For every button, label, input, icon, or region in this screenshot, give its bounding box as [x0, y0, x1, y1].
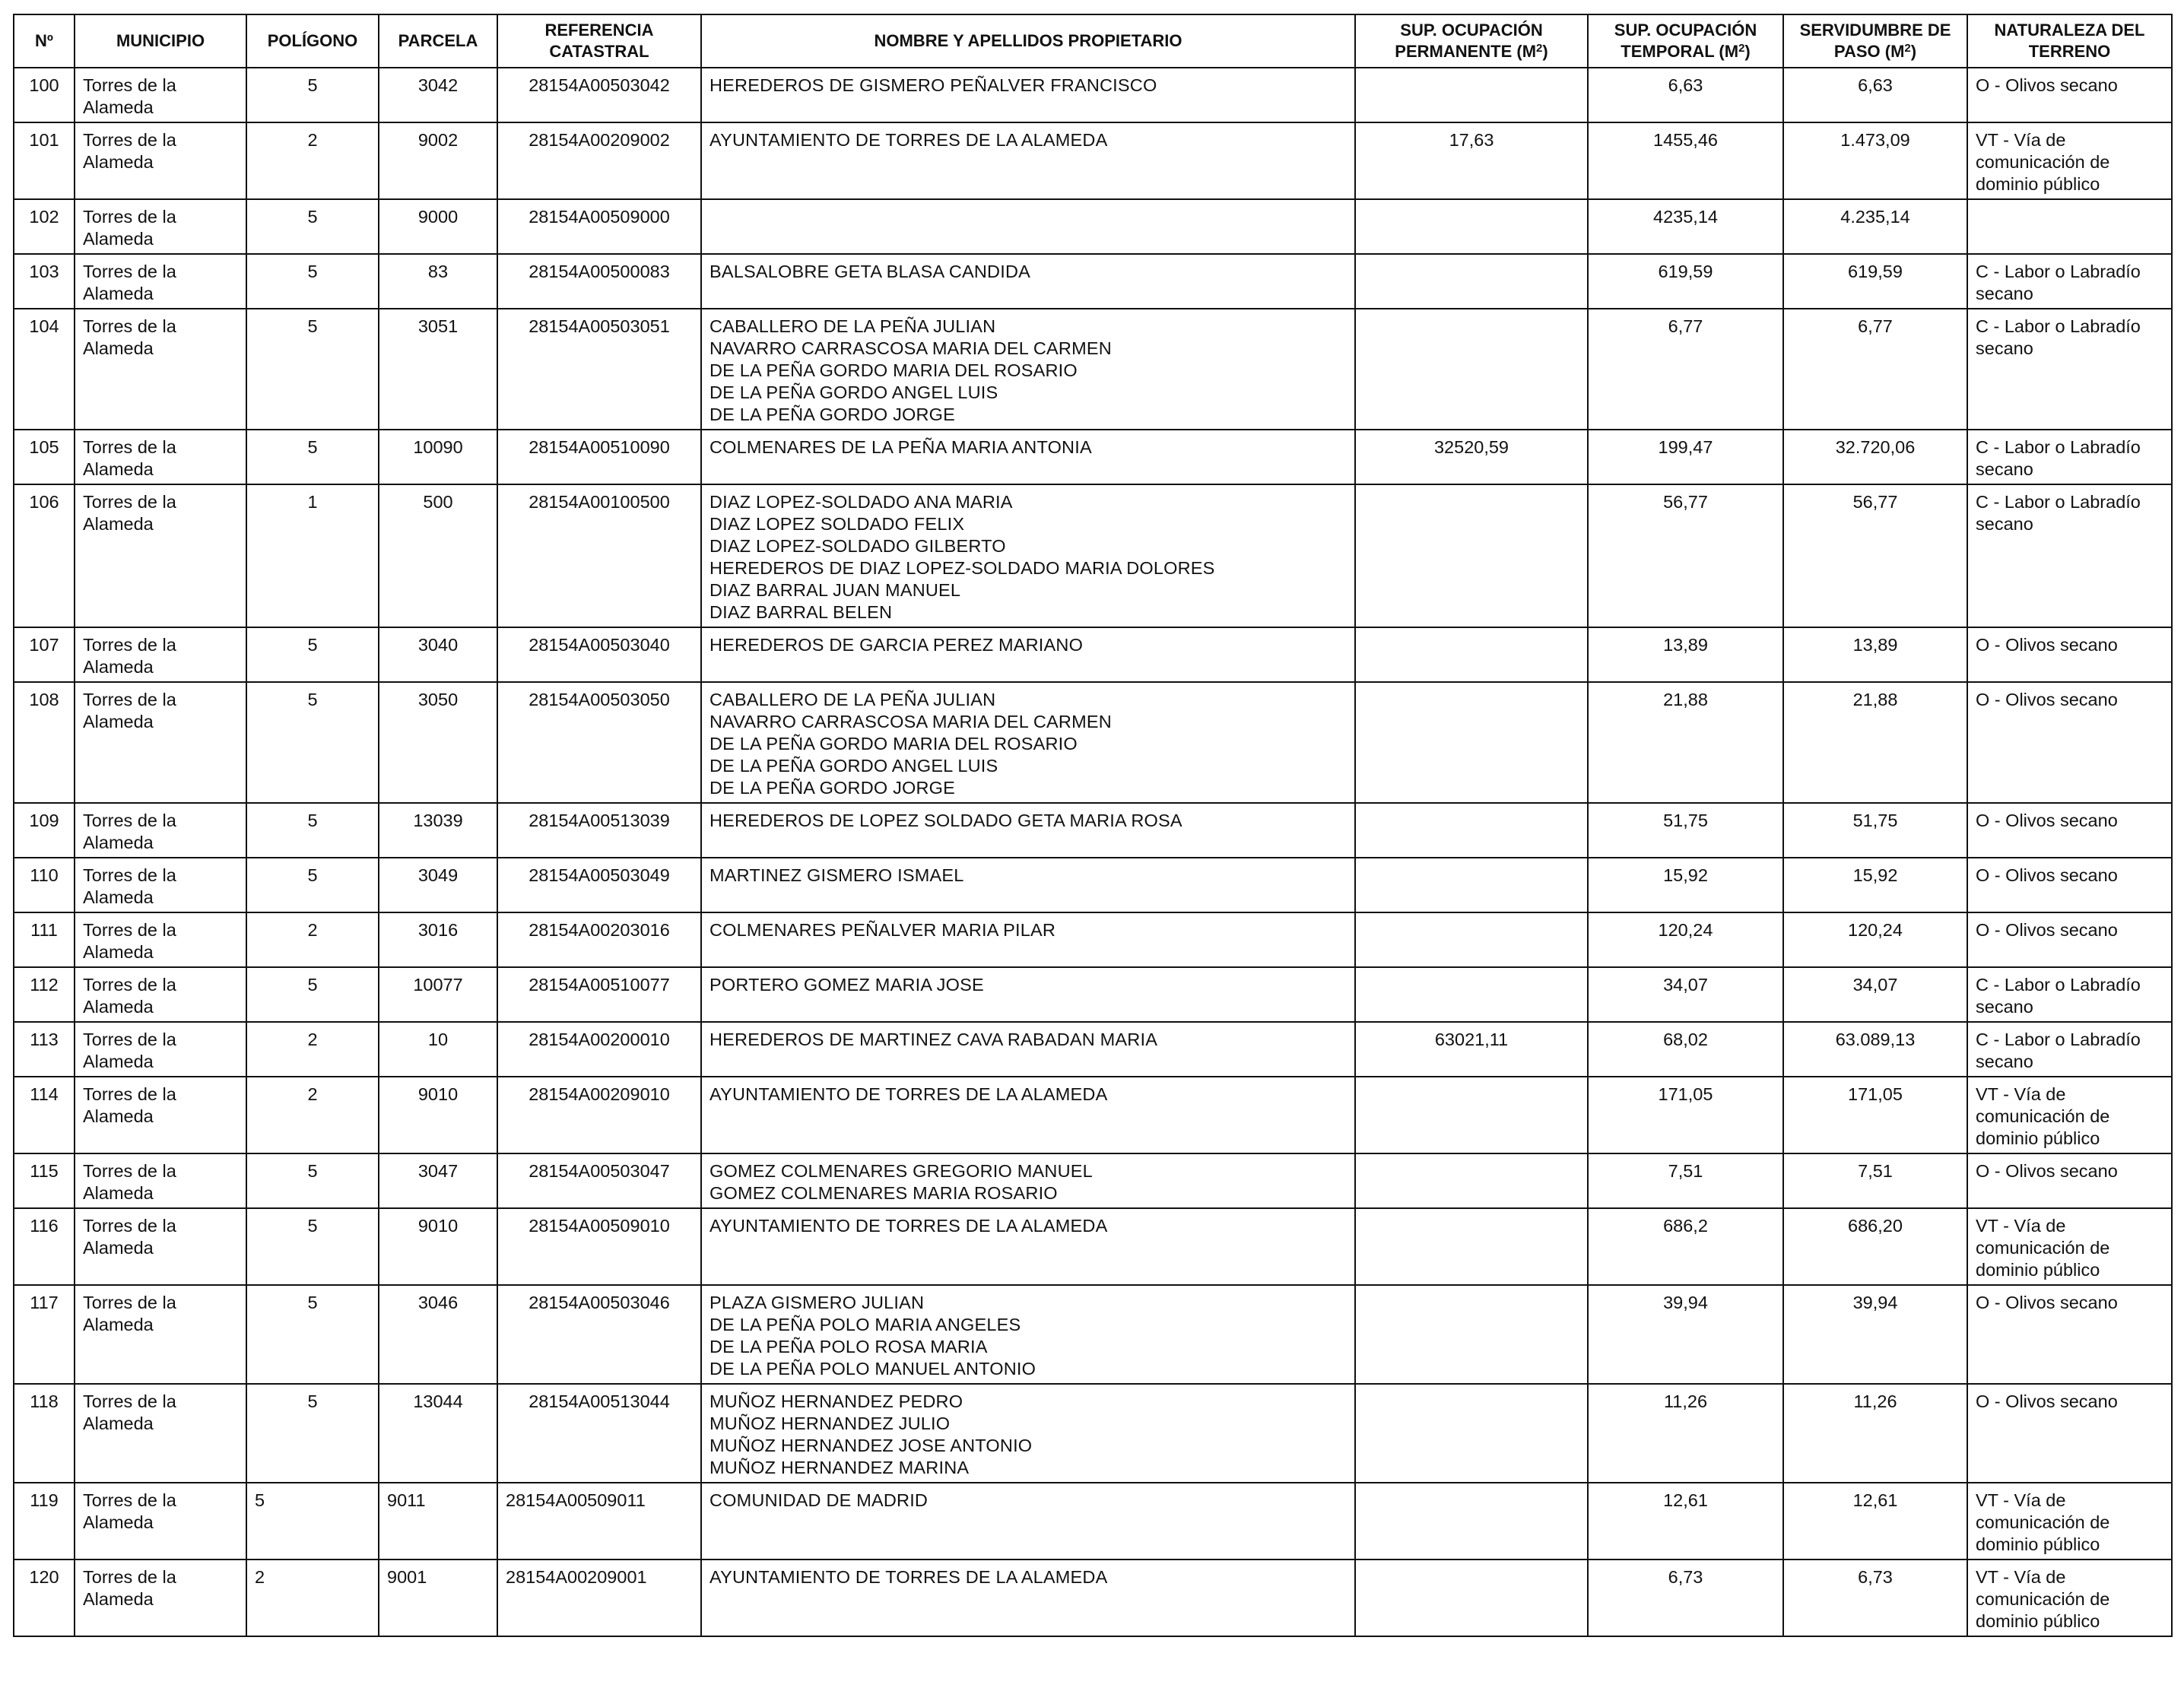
- cell-servidumbre: 7,51: [1783, 1153, 1967, 1208]
- cell-parcela: 13044: [379, 1384, 497, 1483]
- cell-poligono: 1: [246, 484, 379, 627]
- cell-servidumbre: 4.235,14: [1783, 199, 1967, 254]
- cell-municipio: Torres de la Alameda: [75, 1077, 246, 1153]
- cell-referencia: 28154A00509010: [497, 1208, 701, 1285]
- cell-sup-temporal: 619,59: [1588, 254, 1783, 309]
- cell-poligono: 5: [246, 1483, 379, 1559]
- cell-sup-temporal: 6,73: [1588, 1559, 1783, 1636]
- table-row: [14, 309, 2172, 430]
- cell-municipio: Torres de la Alameda: [75, 122, 246, 199]
- cell-parcela: 9001: [379, 1559, 497, 1636]
- cell-no: 103: [14, 254, 75, 309]
- parcel-table: [13, 14, 2173, 1637]
- cell-no: 102: [14, 199, 75, 254]
- cell-no: 120: [14, 1559, 75, 1636]
- header-sup-temporal-label: SUP. OCUPACIÓN TEMPORAL (M: [1614, 21, 1757, 61]
- cell-sup-temporal: 6,77: [1588, 309, 1783, 430]
- table-row: [14, 803, 2172, 858]
- cell-municipio: Torres de la Alameda: [75, 484, 246, 627]
- cell-referencia: 28154A00513044: [497, 1384, 701, 1483]
- cell-parcela: 3042: [379, 68, 497, 122]
- cell-parcela: 83: [379, 254, 497, 309]
- table-row: [14, 1022, 2172, 1077]
- table-header: [14, 14, 2172, 68]
- header-referencia-label: REFERENCIA CATASTRAL: [544, 21, 654, 61]
- header-sup-temporal: [1588, 14, 1783, 68]
- table-row: [14, 627, 2172, 682]
- cell-sup-permanente: [1355, 199, 1588, 254]
- cell-referencia: 28154A00503040: [497, 627, 701, 682]
- cell-sup-permanente: [1355, 967, 1588, 1022]
- cell-no: 109: [14, 803, 75, 858]
- table-row: [14, 122, 2172, 199]
- cell-naturaleza: VT - Vía de comunicación de dominio público: [1967, 1077, 2172, 1153]
- cell-servidumbre: 6,77: [1783, 309, 1967, 430]
- cell-poligono: 5: [246, 967, 379, 1022]
- cell-propietario: COLMENARES DE LA PEÑA MARIA ANTONIA: [701, 430, 1355, 484]
- cell-servidumbre: 619,59: [1783, 254, 1967, 309]
- cell-parcela: 9011: [379, 1483, 497, 1559]
- table-row: [14, 199, 2172, 254]
- cell-naturaleza: C - Labor o Labradío secano: [1967, 254, 2172, 309]
- table-row: [14, 1483, 2172, 1559]
- cell-poligono: 5: [246, 1384, 379, 1483]
- cell-sup-temporal: 51,75: [1588, 803, 1783, 858]
- cell-municipio: Torres de la Alameda: [75, 803, 246, 858]
- cell-sup-temporal: 11,26: [1588, 1384, 1783, 1483]
- cell-parcela: 3051: [379, 309, 497, 430]
- cell-propietario: COMUNIDAD DE MADRID: [701, 1483, 1355, 1559]
- cell-no: 112: [14, 967, 75, 1022]
- cell-municipio: Torres de la Alameda: [75, 199, 246, 254]
- cell-naturaleza: O - Olivos secano: [1967, 912, 2172, 967]
- cell-sup-temporal: 171,05: [1588, 1077, 1783, 1153]
- cell-propietario: DIAZ LOPEZ-SOLDADO ANA MARIA DIAZ LOPEZ SOLDADO FELIX DIAZ LOPEZ-SOLDADO GILBERTO HEREDEROS DE DIAZ LOPEZ-SOLDADO MARIA DOLORES DIAZ BARRAL JUAN MANUEL DIAZ BARRAL BELEN: [701, 484, 1355, 627]
- cell-sup-temporal: 34,07: [1588, 967, 1783, 1022]
- cell-servidumbre: 6,63: [1783, 68, 1967, 122]
- cell-sup-temporal: 13,89: [1588, 627, 1783, 682]
- cell-servidumbre: 15,92: [1783, 858, 1967, 912]
- cell-propietario: AYUNTAMIENTO DE TORRES DE LA ALAMEDA: [701, 1077, 1355, 1153]
- cell-naturaleza: VT - Vía de comunicación de dominio público: [1967, 122, 2172, 199]
- table-row: [14, 484, 2172, 627]
- unit-superscript: 2: [1904, 42, 1911, 55]
- cell-no: 100: [14, 68, 75, 122]
- cell-municipio: Torres de la Alameda: [75, 1208, 246, 1285]
- cell-parcela: 3049: [379, 858, 497, 912]
- cell-municipio: Torres de la Alameda: [75, 1384, 246, 1483]
- cell-poligono: 2: [246, 122, 379, 199]
- cell-sup-permanente: 32520,59: [1355, 430, 1588, 484]
- cell-servidumbre: 39,94: [1783, 1285, 1967, 1384]
- cell-parcela: 9000: [379, 199, 497, 254]
- cell-servidumbre: 6,73: [1783, 1559, 1967, 1636]
- cell-servidumbre: 12,61: [1783, 1483, 1967, 1559]
- cell-referencia: 28154A00510090: [497, 430, 701, 484]
- cell-no: 117: [14, 1285, 75, 1384]
- cell-no: 105: [14, 430, 75, 484]
- cell-municipio: Torres de la Alameda: [75, 1153, 246, 1208]
- table-row: [14, 967, 2172, 1022]
- cell-propietario: CABALLERO DE LA PEÑA JULIAN NAVARRO CARRASCOSA MARIA DEL CARMEN DE LA PEÑA GORDO MARIA DEL ROSARIO DE LA PEÑA GORDO ANGEL LUIS DE LA PEÑA GORDO JORGE: [701, 682, 1355, 803]
- header-poligono: POLÍGONO: [246, 14, 379, 68]
- cell-propietario: PLAZA GISMERO JULIAN DE LA PEÑA POLO MARIA ANGELES DE LA PEÑA POLO ROSA MARIA DE LA PEÑA POLO MANUEL ANTONIO: [701, 1285, 1355, 1384]
- cell-servidumbre: 686,20: [1783, 1208, 1967, 1285]
- table-row: [14, 430, 2172, 484]
- cell-referencia: 28154A00503049: [497, 858, 701, 912]
- cell-parcela: 10077: [379, 967, 497, 1022]
- cell-poligono: 5: [246, 803, 379, 858]
- cell-servidumbre: 51,75: [1783, 803, 1967, 858]
- cell-sup-permanente: [1355, 1077, 1588, 1153]
- header-row: [14, 14, 2172, 68]
- cell-propietario: CABALLERO DE LA PEÑA JULIAN NAVARRO CARRASCOSA MARIA DEL CARMEN DE LA PEÑA GORDO MARIA DEL ROSARIO DE LA PEÑA GORDO ANGEL LUIS DE LA PEÑA GORDO JORGE: [701, 309, 1355, 430]
- header-referencia: [497, 14, 701, 68]
- cell-sup-temporal: 68,02: [1588, 1022, 1783, 1077]
- cell-naturaleza: O - Olivos secano: [1967, 682, 2172, 803]
- cell-sup-permanente: [1355, 912, 1588, 967]
- cell-poligono: 2: [246, 912, 379, 967]
- cell-parcela: 3016: [379, 912, 497, 967]
- cell-sup-permanente: [1355, 309, 1588, 430]
- cell-no: 115: [14, 1153, 75, 1208]
- cell-servidumbre: 32.720,06: [1783, 430, 1967, 484]
- cell-poligono: 5: [246, 430, 379, 484]
- cell-municipio: Torres de la Alameda: [75, 254, 246, 309]
- table-row: [14, 1384, 2172, 1483]
- cell-municipio: Torres de la Alameda: [75, 1022, 246, 1077]
- cell-referencia: 28154A00203016: [497, 912, 701, 967]
- cell-sup-permanente: [1355, 1483, 1588, 1559]
- header-sup-permanente-label: SUP. OCUPACIÓN PERMANENTE (M: [1395, 21, 1543, 61]
- cell-referencia: 28154A00510077: [497, 967, 701, 1022]
- cell-sup-temporal: 120,24: [1588, 912, 1783, 967]
- cell-poligono: 5: [246, 858, 379, 912]
- cell-referencia: 28154A00503050: [497, 682, 701, 803]
- cell-naturaleza: O - Olivos secano: [1967, 803, 2172, 858]
- cell-sup-temporal: 39,94: [1588, 1285, 1783, 1384]
- cell-parcela: 13039: [379, 803, 497, 858]
- cell-sup-temporal: 7,51: [1588, 1153, 1783, 1208]
- cell-sup-permanente: [1355, 858, 1588, 912]
- header-servidumbre-label: SERVIDUMBRE DE PASO (M: [1799, 21, 1951, 61]
- header-propietario: NOMBRE Y APELLIDOS PROPIETARIO: [701, 14, 1355, 68]
- cell-sup-permanente: [1355, 1153, 1588, 1208]
- cell-parcela: 500: [379, 484, 497, 627]
- cell-sup-permanente: [1355, 682, 1588, 803]
- cell-servidumbre: 21,88: [1783, 682, 1967, 803]
- header-no: Nº: [14, 14, 75, 68]
- cell-sup-permanente: [1355, 254, 1588, 309]
- cell-sup-temporal: 56,77: [1588, 484, 1783, 627]
- cell-parcela: 9002: [379, 122, 497, 199]
- cell-municipio: Torres de la Alameda: [75, 309, 246, 430]
- cell-servidumbre: 171,05: [1783, 1077, 1967, 1153]
- header-parcela: PARCELA: [379, 14, 497, 68]
- cell-no: 116: [14, 1208, 75, 1285]
- cell-referencia: 28154A00500083: [497, 254, 701, 309]
- cell-referencia: 28154A00209010: [497, 1077, 701, 1153]
- table-row: [14, 1077, 2172, 1153]
- cell-parcela: 9010: [379, 1208, 497, 1285]
- cell-parcela: 3046: [379, 1285, 497, 1384]
- unit-superscript: 2: [1536, 42, 1543, 55]
- cell-referencia: 28154A00509000: [497, 199, 701, 254]
- cell-poligono: 5: [246, 1208, 379, 1285]
- cell-no: 114: [14, 1077, 75, 1153]
- cell-naturaleza: C - Labor o Labradío secano: [1967, 1022, 2172, 1077]
- cell-naturaleza: O - Olivos secano: [1967, 858, 2172, 912]
- cell-propietario: HEREDEROS DE GISMERO PEÑALVER FRANCISCO: [701, 68, 1355, 122]
- cell-parcela: 10: [379, 1022, 497, 1077]
- cell-propietario: MARTINEZ GISMERO ISMAEL: [701, 858, 1355, 912]
- cell-poligono: 5: [246, 254, 379, 309]
- cell-naturaleza: C - Labor o Labradío secano: [1967, 967, 2172, 1022]
- cell-no: 113: [14, 1022, 75, 1077]
- cell-sup-temporal: 6,63: [1588, 68, 1783, 122]
- cell-naturaleza: O - Olivos secano: [1967, 1285, 2172, 1384]
- table-row: [14, 1208, 2172, 1285]
- cell-sup-temporal: 686,2: [1588, 1208, 1783, 1285]
- cell-poligono: 2: [246, 1559, 379, 1636]
- cell-parcela: 3040: [379, 627, 497, 682]
- table-body: [14, 68, 2172, 1636]
- cell-municipio: Torres de la Alameda: [75, 912, 246, 967]
- cell-no: 101: [14, 122, 75, 199]
- cell-servidumbre: 120,24: [1783, 912, 1967, 967]
- cell-municipio: Torres de la Alameda: [75, 1483, 246, 1559]
- cell-municipio: Torres de la Alameda: [75, 858, 246, 912]
- cell-servidumbre: 63.089,13: [1783, 1022, 1967, 1077]
- cell-no: 118: [14, 1384, 75, 1483]
- cell-parcela: 3050: [379, 682, 497, 803]
- cell-municipio: Torres de la Alameda: [75, 1559, 246, 1636]
- cell-referencia: 28154A00200010: [497, 1022, 701, 1077]
- cell-referencia: 28154A00503046: [497, 1285, 701, 1384]
- table-row: [14, 68, 2172, 122]
- cell-no: 106: [14, 484, 75, 627]
- table-row: [14, 1285, 2172, 1384]
- cell-naturaleza: [1967, 199, 2172, 254]
- cell-sup-permanente: 63021,11: [1355, 1022, 1588, 1077]
- table-row: [14, 254, 2172, 309]
- cell-no: 119: [14, 1483, 75, 1559]
- cell-poligono: 2: [246, 1022, 379, 1077]
- table-row: [14, 1153, 2172, 1208]
- cell-servidumbre: 56,77: [1783, 484, 1967, 627]
- cell-parcela: 10090: [379, 430, 497, 484]
- cell-parcela: 9010: [379, 1077, 497, 1153]
- unit-close: ): [1542, 42, 1548, 61]
- cell-sup-temporal: 1455,46: [1588, 122, 1783, 199]
- header-servidumbre: [1783, 14, 1967, 68]
- cell-naturaleza: C - Labor o Labradío secano: [1967, 484, 2172, 627]
- cell-sup-permanente: [1355, 1208, 1588, 1285]
- cell-propietario: HEREDEROS DE GARCIA PEREZ MARIANO: [701, 627, 1355, 682]
- cell-propietario: AYUNTAMIENTO DE TORRES DE LA ALAMEDA: [701, 122, 1355, 199]
- cell-naturaleza: C - Labor o Labradío secano: [1967, 309, 2172, 430]
- cell-naturaleza: O - Olivos secano: [1967, 1153, 2172, 1208]
- cell-propietario: HEREDEROS DE MARTINEZ CAVA RABADAN MARIA: [701, 1022, 1355, 1077]
- cell-servidumbre: 11,26: [1783, 1384, 1967, 1483]
- unit-superscript: 2: [1738, 42, 1745, 55]
- cell-propietario: BALSALOBRE GETA BLASA CANDIDA: [701, 254, 1355, 309]
- cell-no: 107: [14, 627, 75, 682]
- cell-municipio: Torres de la Alameda: [75, 1285, 246, 1384]
- table-row: [14, 912, 2172, 967]
- cell-referencia: 28154A00509011: [497, 1483, 701, 1559]
- cell-sup-temporal: 15,92: [1588, 858, 1783, 912]
- cell-sup-permanente: [1355, 1384, 1588, 1483]
- cell-poligono: 5: [246, 199, 379, 254]
- table-row: [14, 1559, 2172, 1636]
- cell-sup-permanente: [1355, 627, 1588, 682]
- cell-no: 104: [14, 309, 75, 430]
- cell-referencia: 28154A00100500: [497, 484, 701, 627]
- cell-naturaleza: O - Olivos secano: [1967, 627, 2172, 682]
- cell-poligono: 2: [246, 1077, 379, 1153]
- table-row: [14, 858, 2172, 912]
- cell-poligono: 5: [246, 309, 379, 430]
- cell-servidumbre: 13,89: [1783, 627, 1967, 682]
- cell-propietario: [701, 199, 1355, 254]
- unit-close: ): [1744, 42, 1751, 61]
- cell-no: 108: [14, 682, 75, 803]
- cell-poligono: 5: [246, 68, 379, 122]
- cell-referencia: 28154A00209002: [497, 122, 701, 199]
- header-naturaleza: NATURALEZA DEL TERRENO: [1967, 14, 2172, 68]
- cell-propietario: GOMEZ COLMENARES GREGORIO MANUEL GOMEZ COLMENARES MARIA ROSARIO: [701, 1153, 1355, 1208]
- cell-municipio: Torres de la Alameda: [75, 682, 246, 803]
- cell-referencia: 28154A00503051: [497, 309, 701, 430]
- cell-referencia: 28154A00503047: [497, 1153, 701, 1208]
- cell-sup-permanente: [1355, 1559, 1588, 1636]
- cell-poligono: 5: [246, 1285, 379, 1384]
- cell-propietario: MUÑOZ HERNANDEZ PEDRO MUÑOZ HERNANDEZ JULIO MUÑOZ HERNANDEZ JOSE ANTONIO MUÑOZ HERNANDEZ MARINA: [701, 1384, 1355, 1483]
- cell-poligono: 5: [246, 682, 379, 803]
- cell-municipio: Torres de la Alameda: [75, 627, 246, 682]
- cell-naturaleza: O - Olivos secano: [1967, 68, 2172, 122]
- cell-propietario: COLMENARES PEÑALVER MARIA PILAR: [701, 912, 1355, 967]
- cell-referencia: 28154A00209001: [497, 1559, 701, 1636]
- cell-sup-temporal: 12,61: [1588, 1483, 1783, 1559]
- header-sup-permanente: [1355, 14, 1588, 68]
- unit-close: ): [1910, 42, 1917, 61]
- cell-referencia: 28154A00503042: [497, 68, 701, 122]
- cell-sup-permanente: [1355, 68, 1588, 122]
- cell-poligono: 5: [246, 1153, 379, 1208]
- cell-sup-permanente: [1355, 484, 1588, 627]
- cell-sup-permanente: [1355, 1285, 1588, 1384]
- cell-no: 110: [14, 858, 75, 912]
- cell-naturaleza: O - Olivos secano: [1967, 1384, 2172, 1483]
- cell-poligono: 5: [246, 627, 379, 682]
- cell-servidumbre: 1.473,09: [1783, 122, 1967, 199]
- cell-sup-temporal: 199,47: [1588, 430, 1783, 484]
- cell-naturaleza: VT - Vía de comunicación de dominio público: [1967, 1208, 2172, 1285]
- header-municipio: MUNICIPIO: [75, 14, 246, 68]
- cell-sup-temporal: 21,88: [1588, 682, 1783, 803]
- cell-naturaleza: C - Labor o Labradío secano: [1967, 430, 2172, 484]
- cell-propietario: AYUNTAMIENTO DE TORRES DE LA ALAMEDA: [701, 1559, 1355, 1636]
- cell-propietario: AYUNTAMIENTO DE TORRES DE LA ALAMEDA: [701, 1208, 1355, 1285]
- cell-municipio: Torres de la Alameda: [75, 68, 246, 122]
- cell-municipio: Torres de la Alameda: [75, 430, 246, 484]
- cell-sup-temporal: 4235,14: [1588, 199, 1783, 254]
- cell-propietario: PORTERO GOMEZ MARIA JOSE: [701, 967, 1355, 1022]
- cell-sup-permanente: 17,63: [1355, 122, 1588, 199]
- cell-naturaleza: VT - Vía de comunicación de dominio público: [1967, 1559, 2172, 1636]
- table-row: [14, 682, 2172, 803]
- cell-sup-permanente: [1355, 803, 1588, 858]
- cell-naturaleza: VT - Vía de comunicación de dominio público: [1967, 1483, 2172, 1559]
- cell-servidumbre: 34,07: [1783, 967, 1967, 1022]
- cell-propietario: HEREDEROS DE LOPEZ SOLDADO GETA MARIA ROSA: [701, 803, 1355, 858]
- cell-municipio: Torres de la Alameda: [75, 967, 246, 1022]
- cell-no: 111: [14, 912, 75, 967]
- cell-referencia: 28154A00513039: [497, 803, 701, 858]
- cell-parcela: 3047: [379, 1153, 497, 1208]
